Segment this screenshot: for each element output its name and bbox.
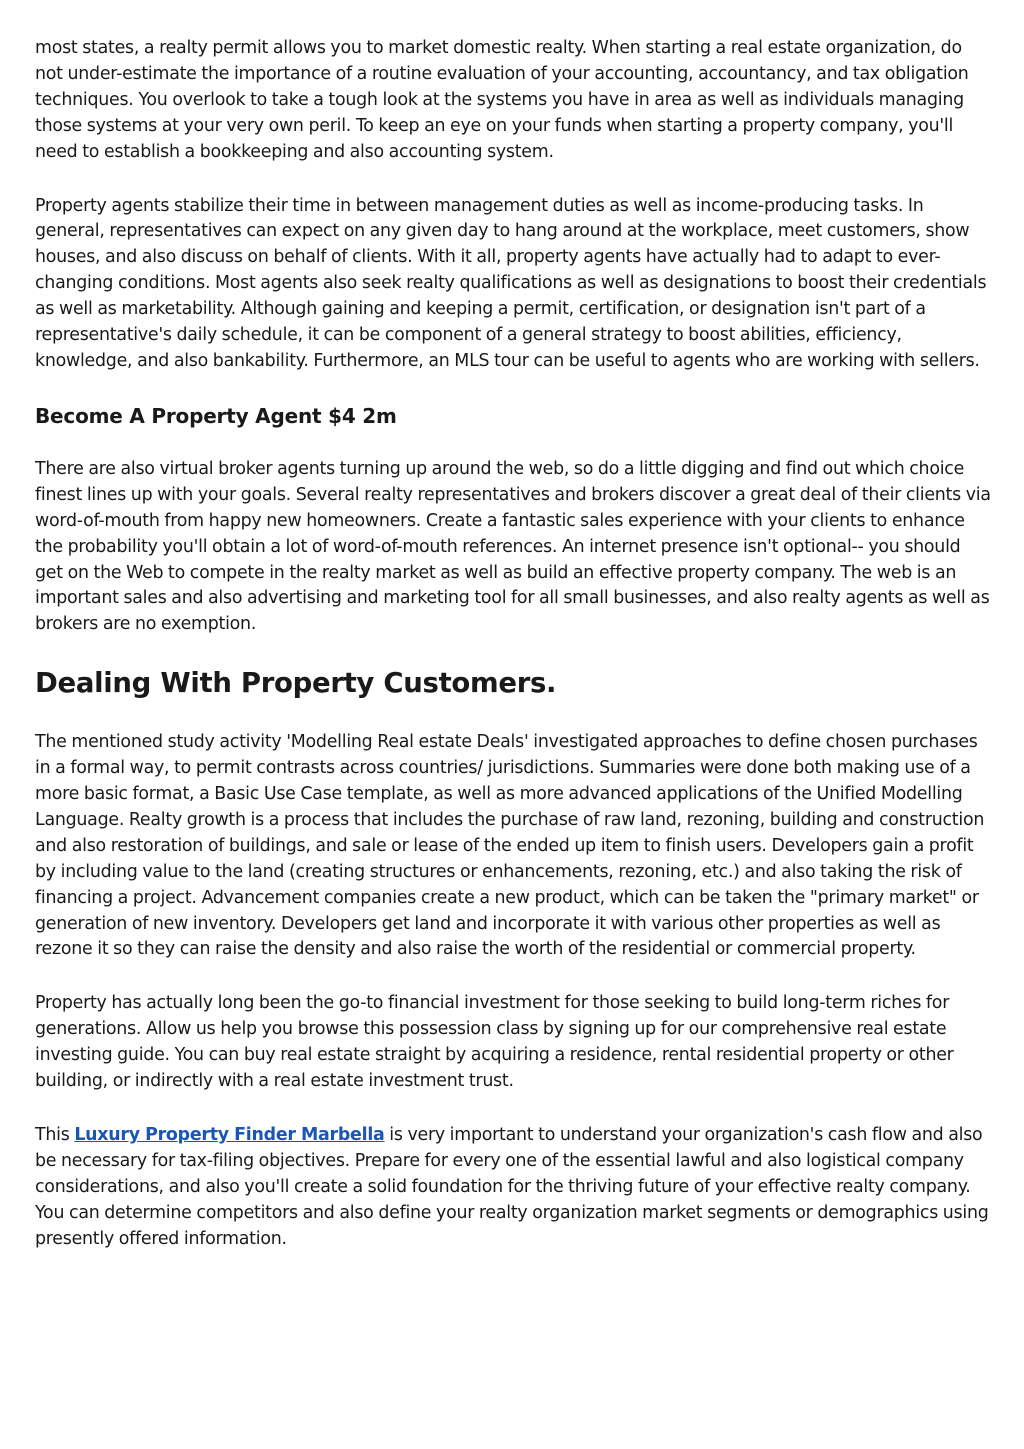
- paragraph-cash-flow-rest: is very important to understand your organization's cash flow and also be necessary for tax-filing objectives. Prepare for every one of the essential lawful and also logistical company considerations, and also you'll create a solid foundation for the thriving future of your effective realty company. You can determine competitors and also define your realty organization market segments or demographics using presently offered information.: [35, 1125, 989, 1249]
- paragraph-investment: Property has actually long been the go-to financial investment for those seeking to build long-term riches for generations. Allow us help you browse this possession class by signing up for our comprehensive real estate investing guide. You can buy real estate straight by acquiring a residence, rental residential property or other building, or indirectly with a real estate investment trust.: [35, 993, 954, 1092]
- document-page: [35, 36, 993, 1281]
- section-heading-customers: Dealing With Property Customers.: [35, 667, 557, 700]
- paragraph-accounting: most states, a realty permit allows you to market domestic realty. When starting a real estate organization, do not under-estimate the importance of a routine evaluation of your accounting, accountancy, and tax obligation techniques. You overlook to take a tough look at the systems you have in area as well as individuals managing those systems at your very own peril. To keep an eye on your funds when starting a property company, you'll need to establish a bookkeeping and also accounting system.: [35, 38, 969, 162]
- paragraph-virtual-brokers: There are also virtual broker agents turning up around the web, so do a little digging and find out which choice finest lines up with your goals. Several realty representatives and brokers discover a great deal of their clients via word-of-mouth from happy new homeowners. Create a fantastic sales experience with your clients to enhance the probability you'll obtain a lot of word-of-mouth references. An internet presence isn't optional-- you should get on the Web to compete in the realty market as well as build an effective property company. The web is an important sales and also advertising and marketing tool for all small businesses, and also realty agents as well as brokers are no exemption.: [35, 458, 991, 635]
- paragraph-cash-flow: [35, 1123, 993, 1253]
- luxury-property-finder-link[interactable]: Luxury Property Finder Marbella: [74, 1125, 385, 1145]
- paragraph-modelling-deals: The mentioned study activity 'Modelling Real estate Deals' investigated approaches to define chosen purchases in a formal way, to permit contrasts across countries/ jurisdictions. Summaries were done both making use of a more basic format, a Basic Use Case template, as well as more advanced applications of the Unified Modelling Language. Realty growth is a process that includes the purchase of raw land, rezoning, building and construction and also restoration of buildings, and sale or lease of the ended up item to finish users. Developers gain a profit by including value to the land (creating structures or enhancements, rezoning, etc.) and also taking the risk of financing a project. Advancement companies create a new product, which can be taken the "primary market" or generation of new inventory. Developers get land and incorporate it with various other properties as well as rezone it so they can raise the density and also raise the worth of the residential or commercial property.: [35, 732, 985, 960]
- subheading-become-agent: Become A Property Agent $4 2m: [35, 403, 397, 428]
- paragraph-cash-flow-intro: This: [35, 1125, 75, 1145]
- paragraph-agents-duties: Property agents stabilize their time in between management duties as well as income-producing tasks. In general, representatives can expect on any given day to hang around at the workplace, meet customers, show houses, and also discuss on behalf of clients. With it all, property agents have actually had to adapt to ever-changing conditions. Most agents also seek realty qualifications as well as designations to boost their credentials as well as marketability. Although gaining and keeping a permit, certification, or designation isn't part of a representative's daily schedule, it can be component of a general strategy to boost abilities, efficiency, knowledge, and also bankability. Furthermore, an MLS tour can be useful to agents who are working with sellers.: [35, 195, 987, 371]
